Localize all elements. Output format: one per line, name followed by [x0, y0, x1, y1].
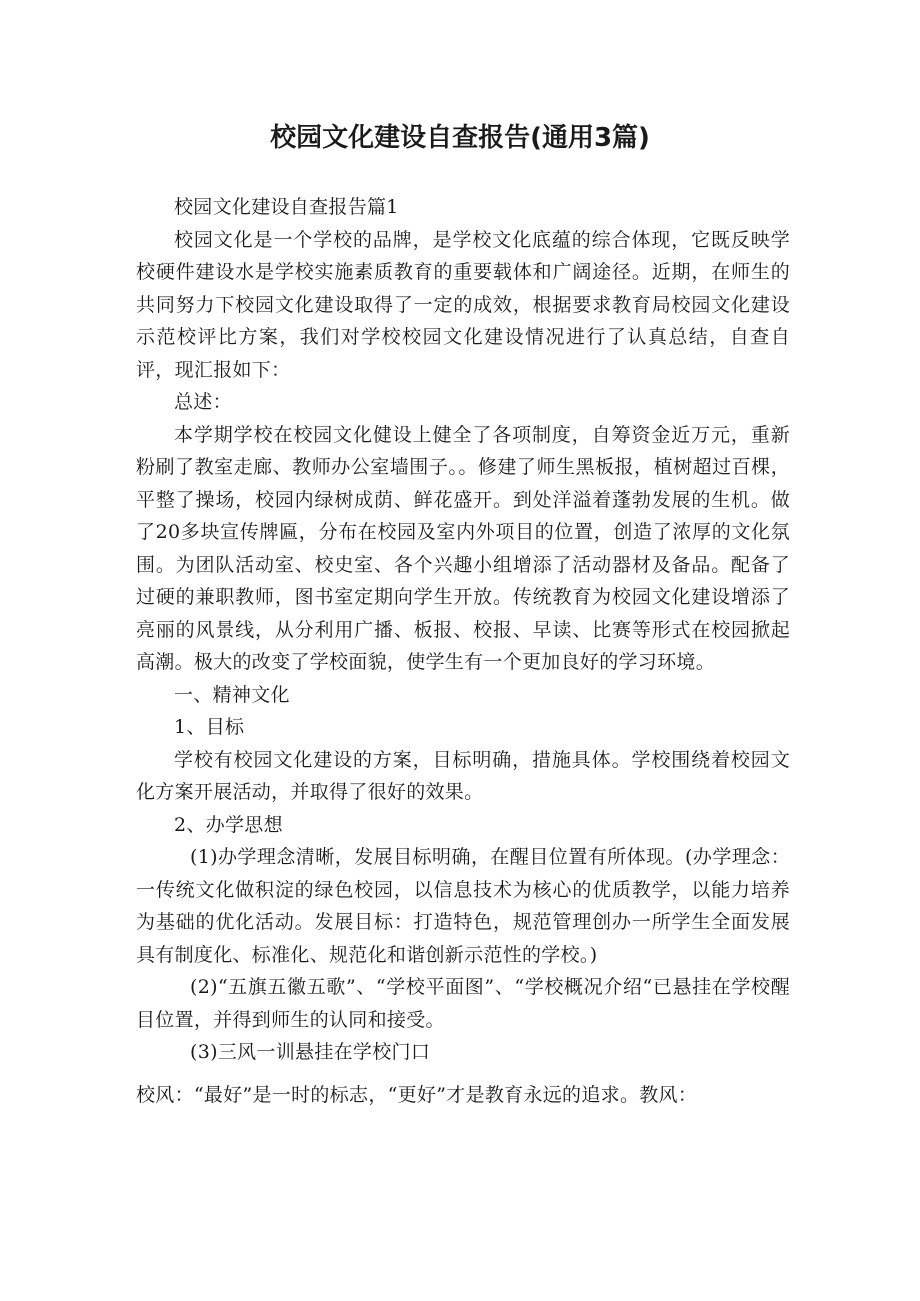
- section-heading: 校园文化建设自查报告篇1: [174, 196, 399, 218]
- subheading: 2、办学思想: [174, 813, 283, 836]
- paragraph: 本学期学校在校园文化健设上健全了各项制度，自筹资金近万元，重新粉刷了教室走廊、教师办公室墙围子。。修建了师生黑板报，植树超过百棵，平整了操场，校园内绿树成荫、鲜花盛开。到处洋溢着蓬勃发展的生机。做了20多块宣传牌匾，分布在校园及室内外项目的位置，创造了浓厚的文化氛围。为团队活动室、校史室、各个兴趣小组增添了活动器材及备品。配备了过硬的兼职教师，图书室定期向学生开放。传统教育为校园文化建设增添了亮丽的风景线，从分利用广播、板报、校报、早读、比赛等形式在校园掀起高潮。极大的改变了学校面貌，使学生有一个更加良好的学习环境。: [136, 423, 790, 673]
- paragraph: (3)三风一训悬挂在学校门口: [190, 1041, 431, 1063]
- subheading: 一、精神文化: [174, 683, 290, 706]
- paragraph: 校风：“最好”是一时的标志，“更好”才是教育永远的追求。教风：: [136, 1083, 698, 1106]
- paragraph: (1)办学理念清晰，发展目标明确，在醒目位置有所体现。(办学理念：一传统文化做积淀的绿色校园，以信息技术为核心的优质教学，以能力培养为基础的优化活动。发展目标：打造特色，规范管理创办一所学生全面发展具有制度化、标准化、规范化和谐创新示范性的学校。): [136, 846, 790, 966]
- paragraph: (2)“五旗五徽五歌”、“学校平面图”、“学校概况介绍“已悬挂在学校醒目位置，并得到师生的认同和接受。: [136, 976, 790, 1031]
- paragraph: 学校有校园文化建设的方案，目标明确，措施具体。学校围绕着校园文化方案开展活动，并取得了很好的效果。: [136, 748, 790, 803]
- document-body: [136, 191, 790, 1111]
- subheading: 总述：: [174, 391, 232, 413]
- subheading: 1、目标: [174, 716, 245, 738]
- paragraph: 校园文化是一个学校的品牌，是学校文化底蕴的综合体现，它既反映学校硬件建设水是学校实施素质教育的重要载体和广阔途径。近期，在师生的共同努力下校园文化建设取得了一定的成效，根据要求教育局校园文化建设示范校评比方案，我们对学校校园文化建设情况进行了认真总结，自查自评，现汇报如下：: [136, 228, 790, 381]
- document-title: 校园文化建设自查报告(通用3篇): [270, 123, 650, 153]
